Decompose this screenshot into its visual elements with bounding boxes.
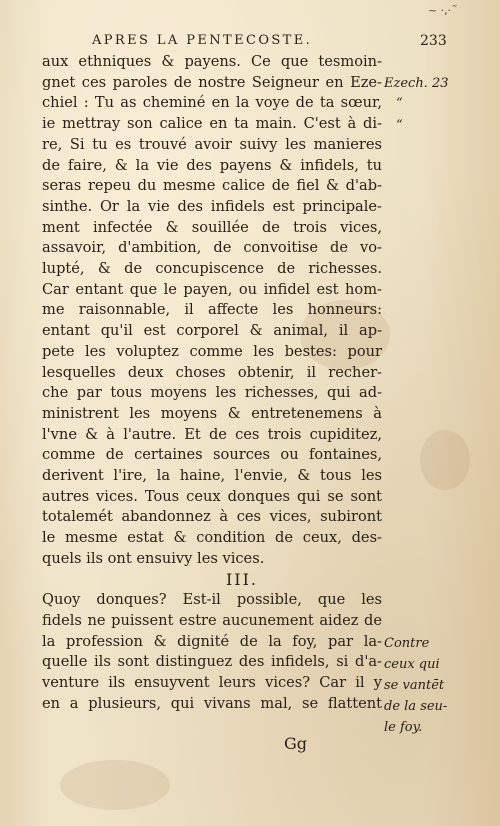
margin-gloss: se vantēt <box>384 678 445 693</box>
text-line: comme de certaines sources ou fontaines, <box>42 446 382 464</box>
text-line: quels ils ont ensuivy les vices. <box>42 549 265 567</box>
text-line: ie mettray son calice en ta main. C'est à di- <box>42 115 382 133</box>
text-line: aux ethniques & payens. Ce que tesmoin- <box>42 53 382 70</box>
margin-quote-mark: “ <box>396 118 403 133</box>
text-line: de faire, & la vie des payens & infidels, tu <box>42 156 382 174</box>
text-line: l'vne & à l'autre. Et de ces trois cupiditez, <box>42 425 382 443</box>
text-line: ministrent les moyens & entretenemens à <box>42 404 382 422</box>
text-line: seras repeu du mesme calice de fiel & d'ab- <box>42 177 382 195</box>
text-line: la profession & dignité de la foy, par la- <box>42 632 382 650</box>
text-line: autres vices. Tous ceux donques qui se sont <box>42 487 382 505</box>
text-line: ment infectée & souillée de trois vices, <box>42 218 382 236</box>
main-text-block <box>42 52 382 715</box>
margin-gloss: Contre <box>384 636 430 651</box>
margin-gloss: de la seu- <box>384 699 448 714</box>
text-line: Car entant que le payen, ou infidel est hom- <box>42 280 382 298</box>
text-line: totalemét abandonnez à ces vices, subiront <box>42 508 382 526</box>
paper-stain <box>420 430 470 490</box>
running-title: APRES LA PENTECOSTE. <box>92 33 313 48</box>
text-line: quelle ils sont distinguez des infidels, si d'a- <box>42 653 382 671</box>
section-numeral: III. <box>225 569 259 589</box>
text-line: assavoir, d'ambition, de convoitise de vo- <box>42 239 382 257</box>
text-line: sinthe. Or la vie des infidels est principale- <box>42 197 382 215</box>
page-number: 233 <box>420 33 447 49</box>
text-line: re, Si tu es trouvé avoir suivy les manieres <box>42 135 382 153</box>
text-line: Quoy donques? Est-il possible, que les <box>42 591 382 609</box>
margin-gloss: ceux qui <box>384 657 440 672</box>
text-line: pete les voluptez comme les bestes: pour <box>42 342 382 360</box>
margin-quote-mark: “ <box>396 96 403 111</box>
corner-ink-mark: ~ ·ˌ·˜ <box>428 4 457 17</box>
text-line: lupté, & de concupiscence de richesses. <box>42 260 382 278</box>
text-line: le mesme estat & condition de ceux, des- <box>42 529 382 547</box>
text-line: me raisonnable, il affecte les honneurs: <box>42 301 382 319</box>
text-line: venture ils ensuyvent leurs vices? Car il y <box>42 674 382 692</box>
text-line: chiel : Tu as cheminé en la voye de ta sœur, <box>42 94 382 112</box>
text-line: entant qu'il est corporel & animal, il ap- <box>42 322 382 340</box>
text-line: gnet ces paroles de nostre Seigneur en Eze- <box>42 73 382 91</box>
text-line: en a plusieurs, qui vivans mal, se flattent <box>42 694 382 712</box>
paper-stain <box>60 760 170 810</box>
text-line: che par tous moyens les richesses, qui ad- <box>42 384 382 402</box>
text-line: derivent l'ire, la haine, l'envie, & tous les <box>42 467 382 485</box>
margin-gloss: le foy. <box>384 720 423 735</box>
margin-citation: Ezech. 23 <box>384 76 449 91</box>
text-line: fidels ne puissent estre aucunement aidez de <box>42 611 382 629</box>
signature-mark: Gg <box>284 734 308 753</box>
text-line: lesquelles deux choses obtenir, il recher- <box>42 363 382 381</box>
